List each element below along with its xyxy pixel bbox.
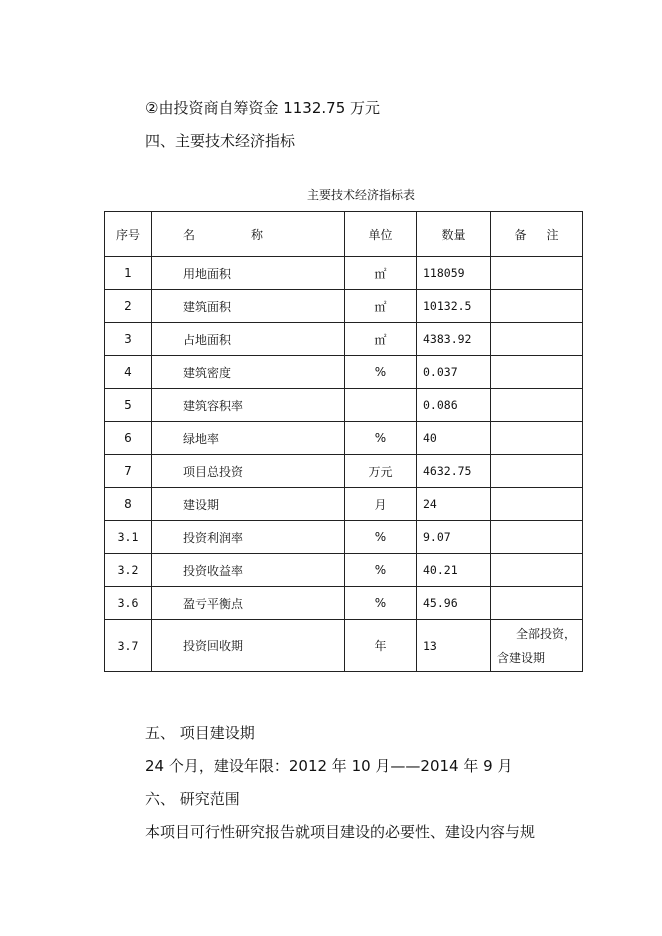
row-note bbox=[491, 620, 583, 672]
row-seq: 6 bbox=[105, 422, 152, 455]
row-unit bbox=[345, 389, 417, 422]
header-note bbox=[491, 212, 583, 257]
row-unit: 年 bbox=[345, 620, 417, 672]
row-seq: 5 bbox=[105, 389, 152, 422]
row-unit: % bbox=[345, 521, 417, 554]
table-row bbox=[105, 521, 583, 554]
table-row bbox=[105, 422, 583, 455]
row-unit: % bbox=[345, 422, 417, 455]
table-row bbox=[105, 389, 583, 422]
row-note bbox=[491, 422, 583, 455]
row-name: 盈亏平衡点 bbox=[152, 587, 345, 620]
row-unit: % bbox=[345, 587, 417, 620]
row-name: 建筑面积 bbox=[152, 290, 345, 323]
header-note-a: 备 bbox=[514, 227, 527, 242]
indicator-table bbox=[104, 211, 583, 672]
row-qty: 4632.75 bbox=[417, 455, 491, 488]
row-unit: ㎡ bbox=[345, 290, 417, 323]
table-header-row bbox=[105, 212, 583, 257]
row-seq: 3.7 bbox=[105, 620, 152, 672]
row-seq: 2 bbox=[105, 290, 152, 323]
table-row bbox=[105, 488, 583, 521]
row-name: 项目总投资 bbox=[152, 455, 345, 488]
table-row bbox=[105, 356, 583, 389]
section4-heading: 四、主要技术经济指标 bbox=[145, 132, 296, 150]
row-qty: 0.086 bbox=[417, 389, 491, 422]
row-qty: 13 bbox=[417, 620, 491, 672]
row-name: 绿地率 bbox=[152, 422, 345, 455]
table-row bbox=[105, 554, 583, 587]
row-qty: 40 bbox=[417, 422, 491, 455]
table-row bbox=[105, 257, 583, 290]
row-name: 建筑密度 bbox=[152, 356, 345, 389]
row-qty: 4383.92 bbox=[417, 323, 491, 356]
row-qty: 40.21 bbox=[417, 554, 491, 587]
funding-line: ②由投资商自筹资金 1132.75 万元 bbox=[145, 99, 381, 117]
row-name: 用地面积 bbox=[152, 257, 345, 290]
row-note bbox=[491, 455, 583, 488]
row-qty: 9.07 bbox=[417, 521, 491, 554]
row-unit: ㎡ bbox=[345, 257, 417, 290]
row-qty: 10132.5 bbox=[417, 290, 491, 323]
header-name bbox=[152, 212, 345, 257]
row-seq: 8 bbox=[105, 488, 152, 521]
row-name: 投资回收期 bbox=[152, 620, 345, 672]
row-note bbox=[491, 488, 583, 521]
table-row bbox=[105, 455, 583, 488]
header-seq: 序号 bbox=[105, 212, 152, 257]
row-note bbox=[491, 389, 583, 422]
section5-heading: 五、 项目建设期 bbox=[145, 724, 255, 742]
row-name: 建设期 bbox=[152, 488, 345, 521]
row-seq: 7 bbox=[105, 455, 152, 488]
table-row bbox=[105, 620, 583, 672]
row-name: 投资利润率 bbox=[152, 521, 345, 554]
header-note-b: 注 bbox=[546, 227, 559, 242]
header-unit: 单位 bbox=[345, 212, 417, 257]
row-unit: % bbox=[345, 554, 417, 587]
row-qty: 24 bbox=[417, 488, 491, 521]
row-note bbox=[491, 554, 583, 587]
row-unit: 月 bbox=[345, 488, 417, 521]
row-seq: 3 bbox=[105, 323, 152, 356]
note-line-1: 全部投资， bbox=[515, 626, 576, 641]
row-name: 占地面积 bbox=[152, 323, 345, 356]
row-qty: 118059 bbox=[417, 257, 491, 290]
row-note bbox=[491, 323, 583, 356]
row-note bbox=[491, 521, 583, 554]
row-seq: 1 bbox=[105, 257, 152, 290]
row-note bbox=[491, 356, 583, 389]
row-qty: 45.96 bbox=[417, 587, 491, 620]
table-caption: 主要技术经济指标表 bbox=[306, 188, 415, 202]
section5-body: 24 个月，建设年限：2012 年 10 月——2014 年 9 月 bbox=[145, 757, 513, 775]
table-row bbox=[105, 290, 583, 323]
row-note bbox=[491, 257, 583, 290]
row-note bbox=[491, 290, 583, 323]
table-row bbox=[105, 323, 583, 356]
row-name: 建筑容积率 bbox=[152, 389, 345, 422]
row-seq: 4 bbox=[105, 356, 152, 389]
row-unit: % bbox=[345, 356, 417, 389]
header-name-b: 称 bbox=[251, 227, 264, 242]
row-seq: 3.6 bbox=[105, 587, 152, 620]
row-qty: 0.037 bbox=[417, 356, 491, 389]
section6-body: 本项目可行性研究报告就项目建设的必要性、建设内容与规 bbox=[145, 823, 536, 841]
table-row bbox=[105, 587, 583, 620]
row-seq: 3.2 bbox=[105, 554, 152, 587]
row-seq: 3.1 bbox=[105, 521, 152, 554]
header-qty: 数量 bbox=[417, 212, 491, 257]
header-name-a: 名 bbox=[183, 227, 196, 242]
note-line-2: 含建设期 bbox=[497, 650, 546, 665]
row-unit: ㎡ bbox=[345, 323, 417, 356]
section6-heading: 六、 研究范围 bbox=[145, 790, 240, 808]
row-note bbox=[491, 587, 583, 620]
row-unit: 万元 bbox=[345, 455, 417, 488]
row-name: 投资收益率 bbox=[152, 554, 345, 587]
